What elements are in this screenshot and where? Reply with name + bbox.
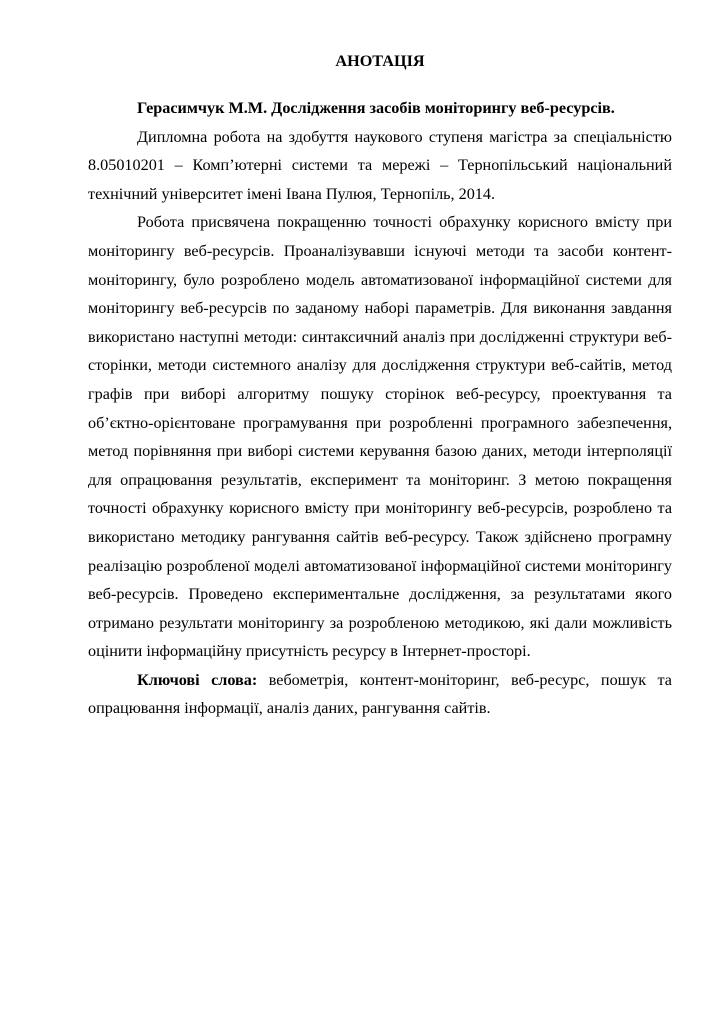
author-title-line: Герасимчук М.М. Дослідження засобів моніторингу веб-ресурсів.	[137, 99, 615, 117]
keywords-text: вебометрія, контент-моніторинг, веб-ресурс, пошук та опрацювання інформації, аналіз даних, рангування сайтів.	[88, 670, 672, 718]
document-page	[88, 0, 672, 1024]
abstract-paragraph: Робота присвячена покращенню точності обрахунку корисного вмісту при моніторингу веб-ресурсів. Проаналізувавши існуючі методи та засоби контент-моніторингу, було розроблено модель автоматизованої інформаційної системи для моніторингу веб-ресурсів по заданому наборі параметрів. Для виконання завдання використано наступні методи: синтаксичний аналіз при дослідженні структури веб-сторінки, методи системного аналізу для дослідження структури веб-сайтів, метод графів при виборі алгоритму пошуку сторінок веб-ресурсу, проектування та об’єктно-орієнтоване програмування при розробленні програмного забезпечення, метод порівняння при виборі системи керування базою даних, методи інтерполяції для опрацювання результатів, експеримент та моніторинг. З метою покращення точності обрахунку корисного вмісту при моніторингу веб-ресурсів, розроблено та використано методику рангування сайтів веб-ресурсу. Також здійснено програмну реалізацію розробленої моделі автоматизованої інформаційної системи моніторингу веб-ресурсів. Проведено експериментальне дослідження, за результатами якого отримано результати моніторингу за розробленою методикою, які дали можливість оцінити інформаційну присутність ресурсу в Інтернет-просторі.	[88, 213, 672, 661]
keywords-paragraph	[88, 666, 672, 723]
keywords-label: Ключові слова:	[137, 670, 258, 689]
page-title: АНОТАЦІЯ	[335, 52, 425, 70]
thesis-info-paragraph: Дипломна робота на здобуття наукового ступеня магістра за спеціальністю 8.05010201 – Комп’ютерні системи та мережі – Тернопільський національний технічний університет імені Івана Пулюя, Тернопіль, 2014.	[88, 127, 672, 203]
abstract-body	[88, 94, 672, 723]
